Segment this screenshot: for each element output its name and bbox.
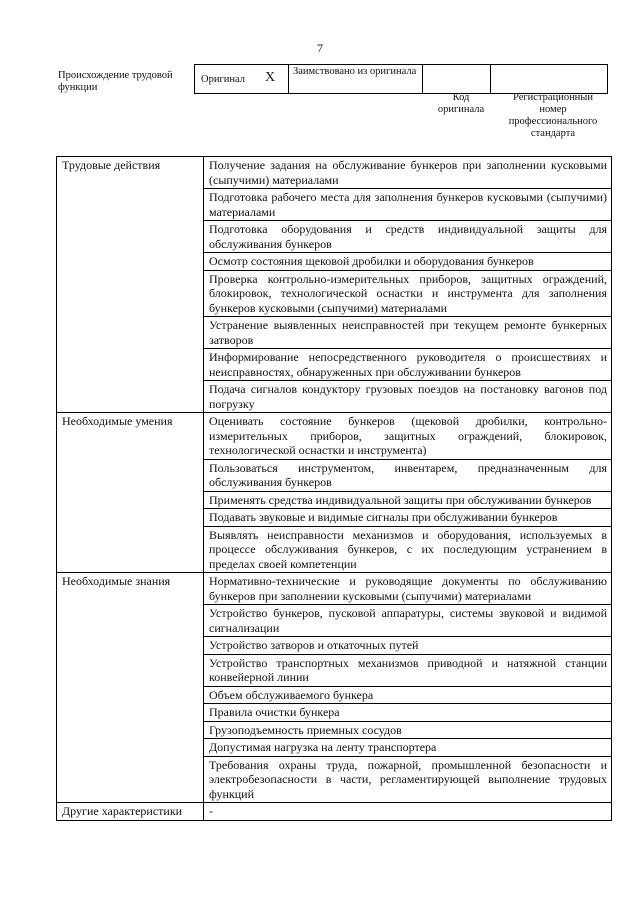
section-item: Получение задания на обслуживание бункеров при заполнении кусковыми (сыпучими) материалами: [204, 157, 612, 189]
section-item: Устройство затворов и откаточных путей: [204, 637, 612, 655]
origin-borrowed-cell: [289, 65, 423, 93]
section-item: Подготовка оборудования и средств индивидуальной защиты для обслуживания бункеров: [204, 221, 612, 253]
section-item: Устранение выявленных неисправностей при текущем ремонте бункерных затворов: [204, 317, 612, 349]
section-item: Информирование непосредственного руководителя о происшествиях и неисправностях, обнаруженных при обслуживании бункеров: [204, 349, 612, 381]
page-number: 7: [317, 41, 323, 55]
section-category: Другие характеристики: [57, 803, 204, 821]
reg-number-label: Регистрационный номер профессионального стандарта: [508, 92, 598, 139]
section-category: Трудовые действия: [57, 157, 204, 413]
borrowed-label: Заимствовано из оригинала: [293, 66, 417, 77]
section-category: Необходимые знания: [57, 573, 204, 803]
section-category: Необходимые умения: [57, 413, 204, 573]
table-row: [57, 573, 612, 605]
table-row: [57, 803, 612, 821]
origin-code-cell: [423, 65, 491, 93]
section-item: Осмотр состояния щековой дробилки и оборудования бункеров: [204, 253, 612, 271]
table-row: [57, 157, 612, 189]
section-item: Устройство бункеров, пусковой аппаратуры, системы звуковой и видимой сигнализации: [204, 605, 612, 637]
origin-reg-number-cell: [491, 65, 607, 93]
section-item: Подготовка рабочего места для заполнения бункеров кусковыми (сыпучими) материалами: [204, 189, 612, 221]
section-item: -: [204, 803, 612, 821]
section-item: Выявлять неисправности механизмов и оборудования, используемых в процессе обслуживания бункеров, с их последующим устранением в пределах своей компетенции: [204, 526, 612, 573]
section-item: Подавать звуковые и видимые сигналы при обслуживании бункеров: [204, 509, 612, 527]
section-item: Грузоподъемность приемных сосудов: [204, 721, 612, 739]
section-item: Нормативно-технические и руководящие документы по обслуживанию бункеров при заполнении кусковыми (сыпучими) материалами: [204, 573, 612, 605]
section-item: Применять средства индивидуальной защиты при обслуживании бункеров: [204, 491, 612, 509]
section-item: Оценивать состояние бункеров (щековой дробилки, контрольно-измерительных приборов, защитных ограждений, блокировок, технологической оснастки и инструмента): [204, 413, 612, 460]
section-item: Допустимая нагрузка на ленту транспортера: [204, 739, 612, 757]
section-item: Требования охраны труда, пожарной, промышленной безопасности и электробезопасности в части, регламентирующей выполнение трудовых функций: [204, 756, 612, 803]
origin-label: Происхождение трудовой функции: [58, 70, 173, 93]
code-label: Код оригинала: [437, 92, 485, 115]
origin-original-cell: [195, 65, 289, 93]
table-row: [57, 413, 612, 460]
section-item: Правила очистки бункера: [204, 704, 612, 722]
original-mark: X: [265, 70, 276, 85]
section-item: Подача сигналов кондуктору грузовых поездов на постановку вагонов под погрузку: [204, 381, 612, 413]
section-item: Проверка контрольно-измерительных приборов, защитных ограждений, блокировок, технологической оснастки и инструмента для заполнения бункеров кусковыми (сыпучими) материалами: [204, 270, 612, 317]
labor-function-table: [56, 156, 612, 821]
section-item: Пользоваться инструментом, инвентарем, предназначенным для обслуживания бункеров: [204, 459, 612, 491]
original-label: Оригинал: [201, 74, 245, 85]
origin-table: [194, 64, 608, 94]
section-item: Устройство транспортных механизмов приводной и натяжной станции конвейерной линии: [204, 654, 612, 686]
section-item: Объем обслуживаемого бункера: [204, 686, 612, 704]
